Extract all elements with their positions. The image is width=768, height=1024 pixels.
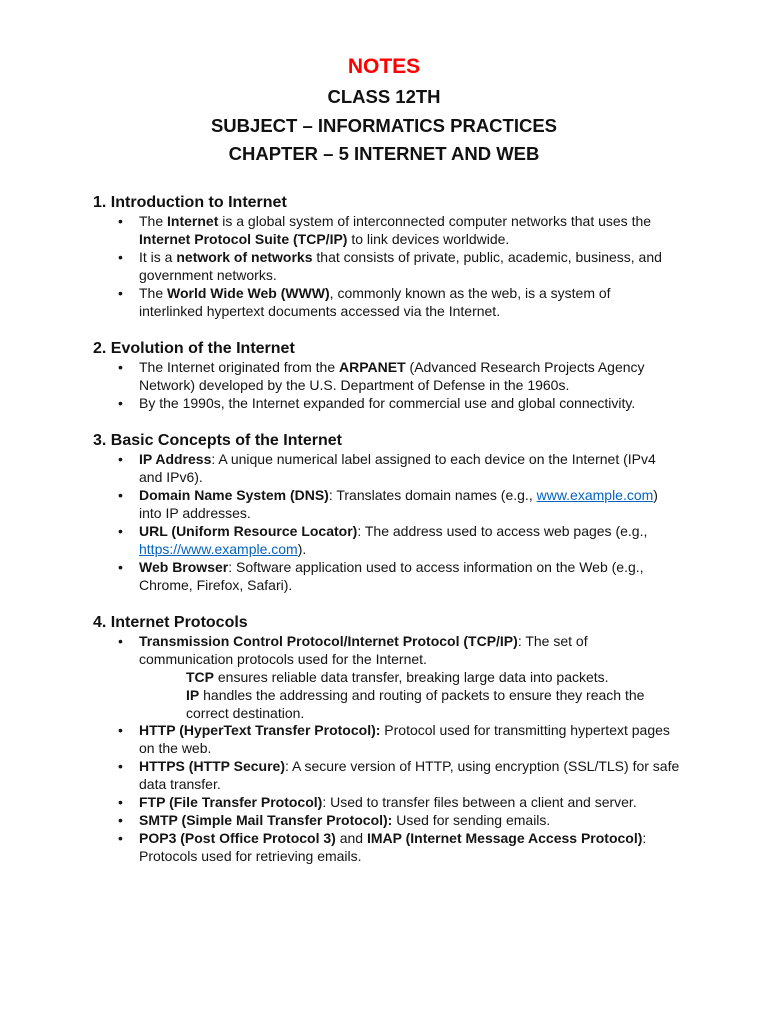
bullet-list	[93, 451, 768, 594]
section-protocols	[93, 613, 768, 866]
bold-term: IP	[186, 686, 200, 703]
text-run: ensures reliable data transfer, breaking large data into packets.	[214, 668, 609, 685]
text-run: handles the addressing and routing of packets to ensure they reach the	[199, 686, 645, 703]
list-item	[139, 451, 768, 487]
text-run: that consists of private, public, academic, business, and	[312, 248, 662, 265]
list-item	[139, 487, 768, 523]
section-heading: 3. Basic Concepts of the Internet	[93, 432, 342, 450]
text-run: The Internet originated from the	[139, 358, 339, 375]
bold-term: FTP (File Transfer Protocol)	[139, 794, 323, 811]
list-item	[139, 285, 768, 321]
bold-term: HTTP (HyperText Transfer Protocol):	[139, 722, 381, 739]
class-title: CLASS 12TH	[327, 86, 441, 107]
section-heading: 2. Evolution of the Internet	[93, 339, 295, 357]
bold-term: Web Browser	[139, 558, 229, 575]
list-item	[139, 812, 768, 830]
bold-term: IP Address	[139, 451, 212, 468]
text-run: and IPv6).	[139, 469, 203, 486]
text-run: It is a	[139, 248, 177, 265]
text-run: Protocol used for transmitting hypertext pages	[380, 722, 670, 739]
bullet-list	[93, 213, 768, 320]
link-https-example[interactable]: https://www.example.com	[139, 540, 298, 557]
text-run: interlinked hypertext documents accessed via the Internet.	[139, 302, 501, 319]
text-run: and	[335, 829, 367, 846]
text-run: : Translates domain names (e.g.,	[328, 486, 537, 503]
text-run: : Software application used to access information on the Web (e.g.,	[228, 558, 644, 575]
list-item	[139, 722, 768, 758]
text-run: Chrome, Firefox, Safari).	[139, 576, 293, 593]
bold-term: Internet Protocol Suite (TCP/IP)	[139, 230, 348, 247]
list-item	[139, 213, 768, 249]
list-item	[139, 794, 768, 812]
text-run: into IP addresses.	[139, 504, 251, 521]
text-run: communication protocols used for the Internet.	[139, 650, 427, 667]
bold-term: HTTPS (HTTP Secure)	[139, 758, 285, 775]
text-run: :	[642, 829, 647, 846]
link-www-example[interactable]: www.example.com	[536, 486, 654, 503]
bullet-list	[93, 359, 768, 413]
sub-list	[139, 669, 768, 723]
bold-term: IMAP (Internet Message Access Protocol)	[366, 829, 643, 846]
bold-term: URL (Uniform Resource Locator)	[139, 522, 358, 539]
bold-term: World Wide Web (WWW)	[167, 284, 330, 301]
notes-title: NOTES	[347, 55, 421, 78]
text-run: correct destination.	[186, 704, 305, 721]
bold-term: Transmission Control Protocol/Internet Protocol (TCP/IP)	[139, 632, 518, 649]
text-run: : A unique numerical label assigned to each device on the Internet (IPv4	[211, 451, 656, 468]
text-run: is a global system of interconnected computer networks that uses the	[218, 213, 652, 229]
list-item	[139, 758, 768, 794]
text-run: government networks.	[139, 266, 277, 283]
list-item	[139, 249, 768, 285]
list-item	[139, 523, 768, 559]
sub-list-item	[186, 687, 768, 723]
chapter-title: CHAPTER – 5 INTERNET AND WEB	[228, 143, 540, 164]
list-item	[139, 830, 768, 866]
text-run: The	[139, 213, 168, 229]
text-run: : The address used to access web pages (e.g.,	[357, 522, 648, 539]
text-run: : A secure version of HTTP, using encryption (SSL/TLS) for safe	[285, 758, 680, 775]
text-run: on the web.	[139, 740, 212, 757]
text-run: Used for sending emails.	[392, 811, 551, 828]
list-item	[139, 633, 768, 723]
list-item	[139, 559, 768, 595]
section-heading: 1. Introduction to Internet	[93, 194, 287, 211]
list-item	[139, 395, 768, 413]
section-evolution	[93, 339, 768, 413]
document-body	[0, 193, 768, 866]
bold-term: network of networks	[176, 248, 313, 265]
subject-title: SUBJECT – INFORMATICS PRACTICES	[210, 115, 558, 136]
section-heading: 4. Internet Protocols	[93, 613, 248, 631]
section-basic-concepts	[93, 431, 768, 594]
text-run: , commonly known as the web, is a system of	[329, 284, 611, 301]
text-run: (Advanced Research Projects Agency	[405, 358, 645, 375]
bold-term: TCP	[186, 668, 214, 685]
sub-list-item	[186, 669, 768, 687]
section-introduction	[93, 193, 768, 320]
bold-term: ARPANET	[339, 358, 406, 375]
bold-term: POP3 (Post Office Protocol 3)	[139, 829, 336, 846]
text-run: The	[139, 284, 168, 301]
text-run: : The set of	[517, 632, 588, 649]
text-run: : Used to transfer files between a client and server.	[322, 794, 637, 811]
list-item	[139, 359, 768, 395]
text-run: Network) developed by the U.S. Department of Defense in the 1960s.	[139, 376, 570, 393]
bullet-list	[93, 633, 768, 866]
text-run: )	[653, 486, 658, 503]
document-header	[0, 0, 768, 168]
bold-term: Domain Name System (DNS)	[139, 486, 329, 503]
text-run: to link devices worldwide.	[347, 230, 510, 247]
text-run: data transfer.	[139, 776, 221, 793]
text-run: ).	[297, 540, 307, 557]
bold-term: SMTP (Simple Mail Transfer Protocol):	[139, 811, 393, 828]
text-run: Protocols used for retrieving emails.	[139, 847, 362, 864]
text-run: By the 1990s, the Internet expanded for commercial use and global connectivity.	[139, 394, 636, 411]
bold-term: Internet	[167, 213, 219, 229]
